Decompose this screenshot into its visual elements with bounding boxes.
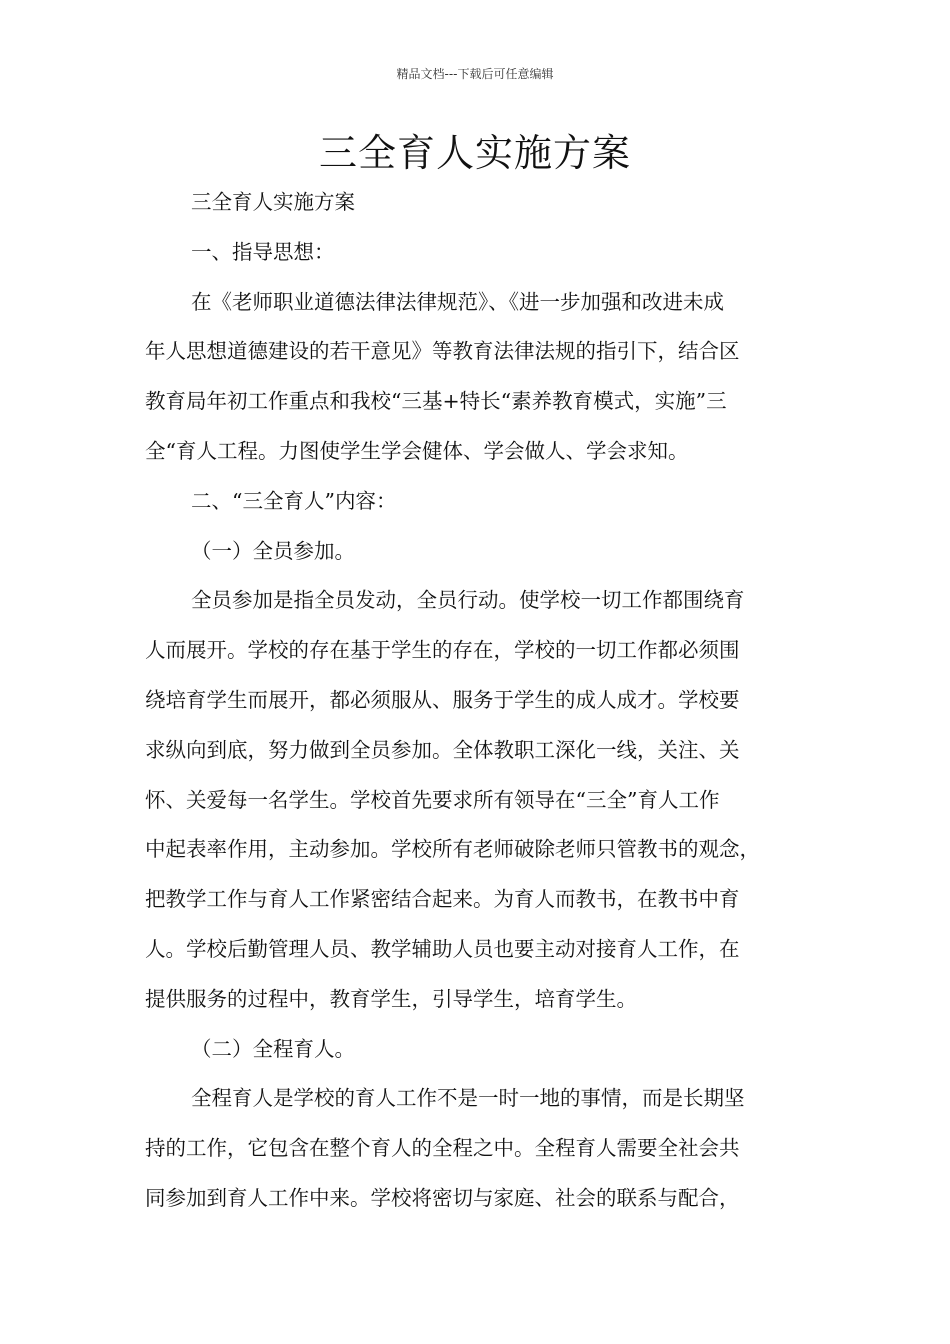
text-line: 同参加到育人工作中来。学校将密切与家庭、社会的联系与配合，	[145, 1185, 740, 1210]
text-line: 在《老师职业道德法律法律规范》、《进一步加强和改进未成	[191, 289, 724, 314]
text-line: 绕培育学生而展开，都必须服从、服务于学生的成人成才。学校要	[145, 687, 740, 712]
text-line: 全“育人工程。力图使学生学会健体、学会做人、学会求知。	[145, 438, 689, 463]
text-line: 教育局年初工作重点和我校“三基+特长“素养教育模式，实施”三	[145, 389, 727, 414]
text-line: （一）全员参加。	[191, 538, 355, 563]
text-line: 年人思想道德建设的若干意见》等教育法律法规的指引下，结合区	[145, 339, 740, 364]
text-line: 怀、关爱每一名学生。学校首先要求所有领导在“三全”育人工作	[145, 787, 720, 812]
text-line: 二、“三全育人”内容：	[191, 488, 397, 513]
header-note: 精品文档---下载后可任意编辑	[396, 67, 554, 81]
document-title: 三全育人实施方案	[318, 131, 631, 175]
text-line: 把教学工作与育人工作紧密结合起来。为育人而教书，在教书中育	[145, 887, 740, 912]
text-line: 持的工作，它包含在整个育人的全程之中。全程育人需要全社会共	[145, 1136, 740, 1161]
text-line: 人。学校后勤管理人员、教学辅助人员也要主动对接育人工作，在	[145, 936, 740, 961]
text-line: 求纵向到底，努力做到全员参加。全体教职工深化一线，关注、关	[145, 737, 740, 762]
text-line: 全程育人是学校的育人工作不是一时一地的事情，而是长期坚	[191, 1086, 745, 1111]
text-line: 一、指导思想：	[191, 239, 335, 264]
text-line: （二）全程育人。	[191, 1036, 355, 1061]
document-body	[145, 178, 810, 1224]
text-line: 三全育人实施方案	[191, 190, 355, 214]
text-line: 全员参加是指全员发动，全员行动。使学校一切工作都围绕育	[191, 588, 745, 613]
text-line: 中起表率作用，主动参加。学校所有老师破除老师只管教书的观念，	[145, 837, 760, 862]
text-line: 人而展开。学校的存在基于学生的存在，学校的一切工作都必须围	[145, 638, 740, 663]
text-line: 提供服务的过程中，教育学生，引导学生，培育学生。	[145, 986, 637, 1011]
